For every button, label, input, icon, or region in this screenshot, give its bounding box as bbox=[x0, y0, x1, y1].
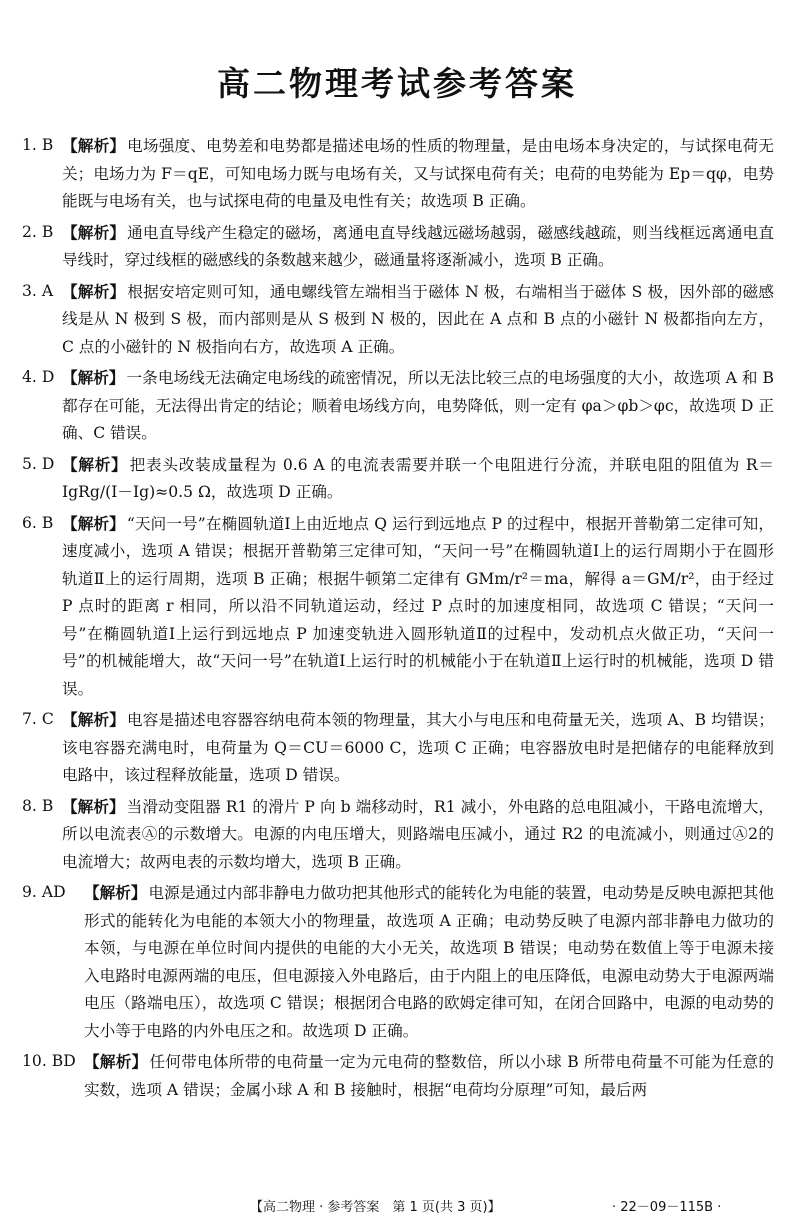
answer-item bbox=[22, 364, 774, 448]
answer-text: “天问一号”在椭圆轨道Ⅰ上由近地点 Q 运行到远地点 P 的过程中，根据开普勒第二定律可知，速度减小，选项 A 错误；根据开普勒第三定律可知，“天问一号”在椭圆轨道Ⅰ上的运行周期小于在圆形轨道Ⅱ上的运行周期，选项 B 正确；根据牛顿第二定律有 GMm/r²＝ma，解得 a＝GM/r²，由于经过 P 点时的距离 r 相同，所以沿不同轨道运动，经过 P 点时的加速度相同，故选项 C 错误；“天问一号”在椭圆轨道Ⅰ上运行到远地点 P 加速变轨进入圆形轨道Ⅱ的过程中，发动机点火做正功，“天问一号”的机械能增大，故“天问一号”在轨道Ⅰ上运行时的机械能小于在轨道Ⅱ上运行时的机械能，选项 D 错误。 bbox=[62, 514, 774, 698]
answer-number: 7. C bbox=[22, 710, 54, 728]
answer-body bbox=[62, 706, 774, 790]
answer-number: 8. B bbox=[22, 796, 54, 815]
answer-body bbox=[62, 451, 774, 507]
answer-number: 9. AD bbox=[22, 883, 66, 901]
answer-item bbox=[22, 278, 774, 362]
answer-body bbox=[62, 364, 774, 448]
answer-text: 根据安培定则可知，通电螺线管左端相当于磁体 N 极，右端相当于磁体 S 极，因外部的磁感线是从 N 极到 S 极，而内部则是从 S 极到 N 极的，因此在 A 点和 B 点的小磁针 N 极都指向左方，C 点的小磁针的 N 极指向右方，故选项 A 正确。 bbox=[62, 282, 774, 356]
answer-body bbox=[84, 1048, 774, 1104]
answer-number: 1. B bbox=[22, 136, 54, 154]
answer-text: 当滑动变阻器 R1 的滑片 P 向 b 端移动时，R1 减小，外电路的总电阻减小，干路电流增大，所以电流表Ⓐ的示数增大。电源的内电压增大，则路端电压减小，通过 R2 的电流减小，则通过Ⓐ2的电流增大；故两电表的示数均增大，选项 B 正确。 bbox=[62, 797, 774, 871]
answer-body bbox=[62, 219, 774, 275]
analysis-tag: 【解析】 bbox=[62, 222, 126, 242]
answer-item bbox=[22, 451, 774, 507]
analysis-tag: 【解析】 bbox=[62, 454, 128, 474]
answer-number: 10. BD bbox=[22, 1052, 76, 1070]
answer-item bbox=[22, 1048, 774, 1104]
answer-text: 通电直导线产生稳定的磁场，离通电直导线越远磁场越弱，磁感线越疏，则当线框远离通电直导线时，穿过线框的磁感线的条数越来越少，磁通量将逐渐减小，选项 B 正确。 bbox=[62, 223, 774, 269]
answer-body bbox=[62, 510, 774, 704]
analysis-tag: 【解析】 bbox=[62, 513, 125, 533]
analysis-tag: 【解析】 bbox=[62, 368, 125, 387]
answer-item bbox=[22, 706, 774, 790]
answer-text: 电场强度、电势差和电势都是描述电场的性质的物理量，是由电场本身决定的，与试探电荷无关；电场力为 F＝qE，可知电场力既与电场有关，又与试探电荷有关；电荷的电势能为 Ep＝qφ，电势能既与电场有关，也与试探电荷的电量及电性有关；故选项 B 正确。 bbox=[62, 137, 774, 210]
page-title: 高二物理考试参考答案 bbox=[217, 64, 577, 103]
answer-number: 6. B bbox=[22, 513, 54, 532]
footer-code: · 22－09－115B · bbox=[612, 1200, 722, 1215]
answer-body bbox=[62, 132, 774, 216]
answer-text: 电源是通过内部非静电力做功把其他形式的能转化为电能的装置，电动势是反映电源把其他形式的能转化为电能的本领大小的物理量，故选项 A 正确；电动势反映了电源内部非静电力做功的本领，与电源在单位时间内提供的电能的大小无关，故选项 B 错误；电动势在数值上等于电源未接入电路时电源两端的电压，但电源接入外电路后，由于内阻上的电压降低，电源电动势大于电源两端电压（路端电压），故选项 C 错误；根据闭合电路的欧姆定律可知，在闭合回路中，电源的电动势的大小等于电路的内外电压之和。故选项 D 正确。 bbox=[84, 884, 774, 1040]
analysis-tag: 【解析】 bbox=[62, 281, 126, 301]
answer-text: 任何带电体所带的电荷量一定为元电荷的整数倍，所以小球 B 所带电荷量不可能为任意的实数，选项 A 错误；金属小球 A 和 B 接触时，根据“电荷均分原理”可知，最后两 bbox=[84, 1053, 774, 1099]
answer-item bbox=[22, 510, 774, 704]
footer-page-info: 【高二物理 · 参考答案 第 1 页(共 3 页)】 bbox=[250, 1200, 501, 1215]
analysis-tag: 【解析】 bbox=[84, 1052, 148, 1071]
answer-item bbox=[22, 793, 774, 877]
answer-body bbox=[62, 278, 774, 362]
answer-item bbox=[22, 219, 774, 275]
answer-number: 2. B bbox=[22, 222, 54, 241]
analysis-tag: 【解析】 bbox=[84, 883, 147, 902]
answer-body bbox=[62, 793, 774, 877]
answer-number: 3. A bbox=[22, 281, 54, 300]
analysis-tag: 【解析】 bbox=[62, 796, 125, 816]
analysis-tag: 【解析】 bbox=[62, 136, 126, 155]
answer-body bbox=[84, 879, 774, 1045]
answer-text: 一条电场线无法确定电场线的疏密情况，所以无法比较三点的电场强度的大小，故选项 A 和 B 都存在可能，无法得出肯定的结论；顺着电场线方向，电势降低，则一定有 φa＞φb＞φc，故选项 D 正确、C 错误。 bbox=[62, 369, 774, 442]
answer-text: 把表头改装成量程为 0.6 A 的电流表需要并联一个电阻进行分流，并联电阻的阻值为 R＝IgRg/(I－Ig)≈0.5 Ω，故选项 D 正确。 bbox=[62, 455, 774, 501]
answer-item bbox=[22, 132, 774, 216]
answer-text: 电容是描述电容器容纳电荷本领的物理量，其大小与电压和电荷量无关，选项 A、B 均错误；该电容器充满电时，电荷量为 Q＝CU＝6000 C，选项 C 正确；电容器放电时是把储存的电能释放到电路中，该过程释放能量，选项 D 错误。 bbox=[62, 711, 774, 784]
answer-item bbox=[22, 879, 774, 1045]
answer-number: 5. D bbox=[22, 454, 55, 473]
answer-number: 4. D bbox=[22, 368, 55, 386]
analysis-tag: 【解析】 bbox=[62, 710, 125, 729]
answer-list bbox=[22, 132, 774, 1107]
